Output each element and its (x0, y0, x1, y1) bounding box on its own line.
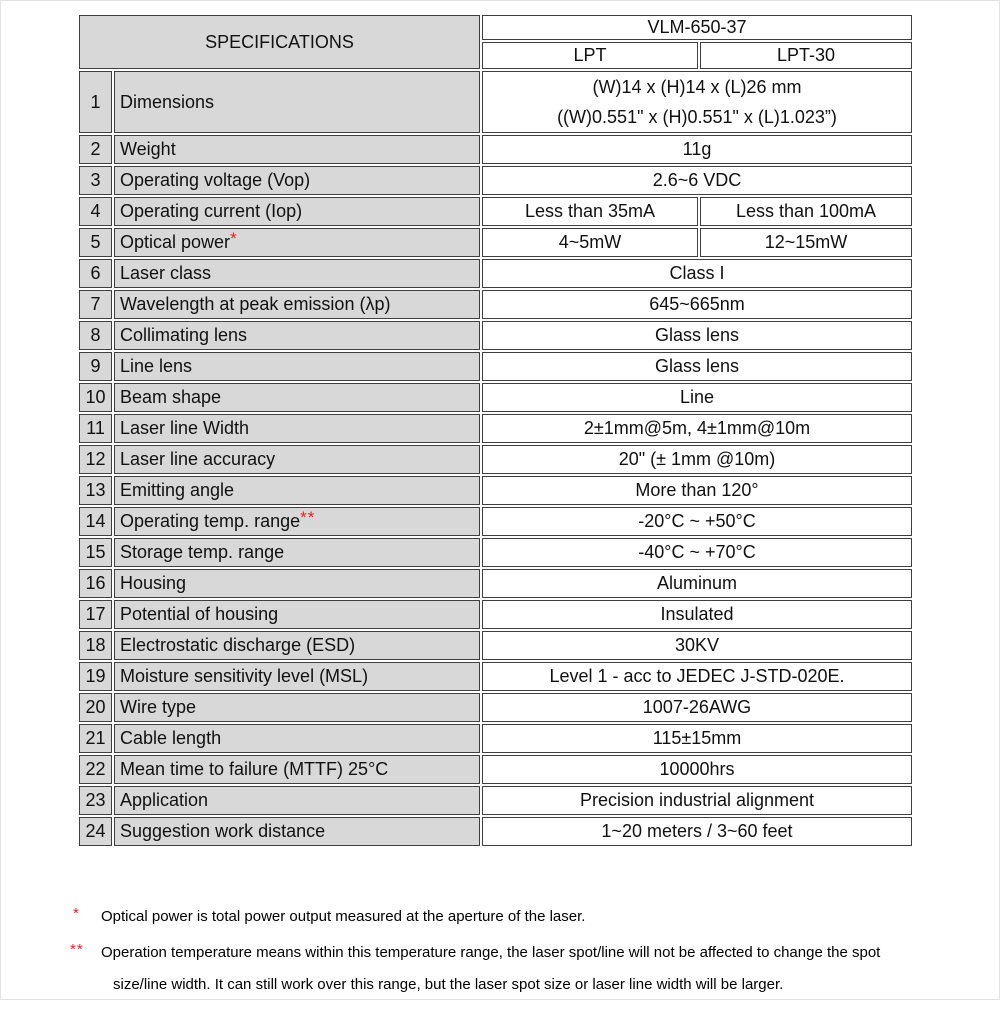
footnote-1-marker: * (73, 905, 80, 922)
spec-row-10 (79, 383, 912, 412)
spec-value: Line (482, 383, 912, 412)
row-number: 4 (79, 197, 112, 226)
spec-label: Laser line accuracy (114, 445, 480, 474)
spec-value: 645~665nm (482, 290, 912, 319)
footnotes (70, 905, 973, 1011)
column-header-lpt: LPT (482, 42, 698, 69)
row-number: 3 (79, 166, 112, 195)
spec-value: 11g (482, 135, 912, 164)
spec-row-7 (79, 290, 912, 319)
spec-row-23 (79, 786, 912, 815)
spec-label: Operating voltage (Vop) (114, 166, 480, 195)
spec-row-18 (79, 631, 912, 660)
spec-value: Precision industrial alignment (482, 786, 912, 815)
spec-row-22 (79, 755, 912, 784)
spec-value: 115±15mm (482, 724, 912, 753)
spec-value: Glass lens (482, 321, 912, 350)
spec-rows (79, 71, 912, 846)
footnote-1 (73, 907, 973, 927)
row-number: 13 (79, 476, 112, 505)
row-number: 11 (79, 414, 112, 443)
spec-value: 1~20 meters / 3~60 feet (482, 817, 912, 846)
spec-label: Collimating lens (114, 321, 480, 350)
footnote-2 (70, 941, 973, 995)
spec-row-16 (79, 569, 912, 598)
row-number: 10 (79, 383, 112, 412)
spec-row-15 (79, 538, 912, 567)
row-number: 5 (79, 228, 112, 257)
footnote-marker: * (230, 229, 238, 248)
spec-label: Mean time to failure (MTTF) 25°C (114, 755, 480, 784)
footnote-2-text-line2: size/line width. It can still work over this range, but the laser spot size or laser line width will be larger. (113, 976, 784, 993)
spec-value: 30KV (482, 631, 912, 660)
spec-value: (W)14 x (H)14 x (L)26 mm ((W)0.551" x (H)0.551" x (L)1.023”) (482, 71, 912, 133)
spec-value: 10000hrs (482, 755, 912, 784)
footnote-2-text-line1: Operation temperature means within this temperature range, the laser spot/line will not be affected to change the spot (101, 944, 881, 961)
row-number: 9 (79, 352, 112, 381)
row-number: 1 (79, 71, 112, 133)
row-number: 2 (79, 135, 112, 164)
column-header-lpt-30: LPT-30 (700, 42, 912, 69)
spec-label: Potential of housing (114, 600, 480, 629)
spec-row-9 (79, 352, 912, 381)
spec-row-17 (79, 600, 912, 629)
header-row-model (79, 15, 912, 40)
spec-label: Moisture sensitivity level (MSL) (114, 662, 480, 691)
footnote-marker: ** (300, 508, 316, 527)
specifications-table (77, 13, 914, 848)
spec-value: 2±1mm@5m, 4±1mm@10m (482, 414, 912, 443)
spec-label: Cable length (114, 724, 480, 753)
row-number: 24 (79, 817, 112, 846)
spec-value: 12~15mW (700, 228, 912, 257)
spec-value: 2.6~6 VDC (482, 166, 912, 195)
spec-label: Dimensions (114, 71, 480, 133)
spec-row-14 (79, 507, 912, 536)
spec-value: Level 1 - acc to JEDEC J-STD-020E. (482, 662, 912, 691)
row-number: 23 (79, 786, 112, 815)
spec-label: Beam shape (114, 383, 480, 412)
spec-value: Less than 35mA (482, 197, 698, 226)
spec-row-20 (79, 693, 912, 722)
spec-label: Laser class (114, 259, 480, 288)
spec-label: Housing (114, 569, 480, 598)
spec-value: Less than 100mA (700, 197, 912, 226)
spec-label: Wavelength at peak emission (λp) (114, 290, 480, 319)
spec-row-3 (79, 166, 912, 195)
row-number: 12 (79, 445, 112, 474)
spec-value: Insulated (482, 600, 912, 629)
spec-label: Application (114, 786, 480, 815)
footnote-1-text: Optical power is total power output measured at the aperture of the laser. (101, 908, 586, 925)
spec-label: Electrostatic discharge (ESD) (114, 631, 480, 660)
row-number: 21 (79, 724, 112, 753)
spec-row-8 (79, 321, 912, 350)
row-number: 17 (79, 600, 112, 629)
spec-label: Line lens (114, 352, 480, 381)
row-number: 8 (79, 321, 112, 350)
row-number: 14 (79, 507, 112, 536)
spec-value: Glass lens (482, 352, 912, 381)
spec-row-19 (79, 662, 912, 691)
spec-label: Laser line Width (114, 414, 480, 443)
spec-value: 1007-26AWG (482, 693, 912, 722)
spec-row-6 (79, 259, 912, 288)
model-header: VLM-650-37 (482, 15, 912, 40)
row-number: 22 (79, 755, 112, 784)
spec-row-12 (79, 445, 912, 474)
spec-label: Storage temp. range (114, 538, 480, 567)
row-number: 7 (79, 290, 112, 319)
spec-row-5 (79, 228, 912, 257)
row-number: 19 (79, 662, 112, 691)
spec-label: Suggestion work distance (114, 817, 480, 846)
footnote-2-marker: ** (70, 941, 84, 958)
spec-label: Optical power* (114, 228, 480, 257)
specifications-title: SPECIFICATIONS (79, 15, 480, 69)
row-number: 6 (79, 259, 112, 288)
spec-row-21 (79, 724, 912, 753)
spec-value: 4~5mW (482, 228, 698, 257)
spec-label: Operating current (Iop) (114, 197, 480, 226)
spec-row-13 (79, 476, 912, 505)
row-number: 18 (79, 631, 112, 660)
row-number: 20 (79, 693, 112, 722)
spec-row-2 (79, 135, 912, 164)
spec-label: Wire type (114, 693, 480, 722)
spec-row-4 (79, 197, 912, 226)
spec-value: -20°C ~ +50°C (482, 507, 912, 536)
row-number: 16 (79, 569, 112, 598)
spec-row-1 (79, 71, 912, 133)
spec-value: Class I (482, 259, 912, 288)
spec-label: Operating temp. range** (114, 507, 480, 536)
row-number: 15 (79, 538, 112, 567)
spec-row-11 (79, 414, 912, 443)
spec-label: Emitting angle (114, 476, 480, 505)
spec-value: More than 120° (482, 476, 912, 505)
spec-row-24 (79, 817, 912, 846)
spec-label: Weight (114, 135, 480, 164)
spec-value: 20" (± 1mm @10m) (482, 445, 912, 474)
spec-value: Aluminum (482, 569, 912, 598)
spec-value: -40°C ~ +70°C (482, 538, 912, 567)
